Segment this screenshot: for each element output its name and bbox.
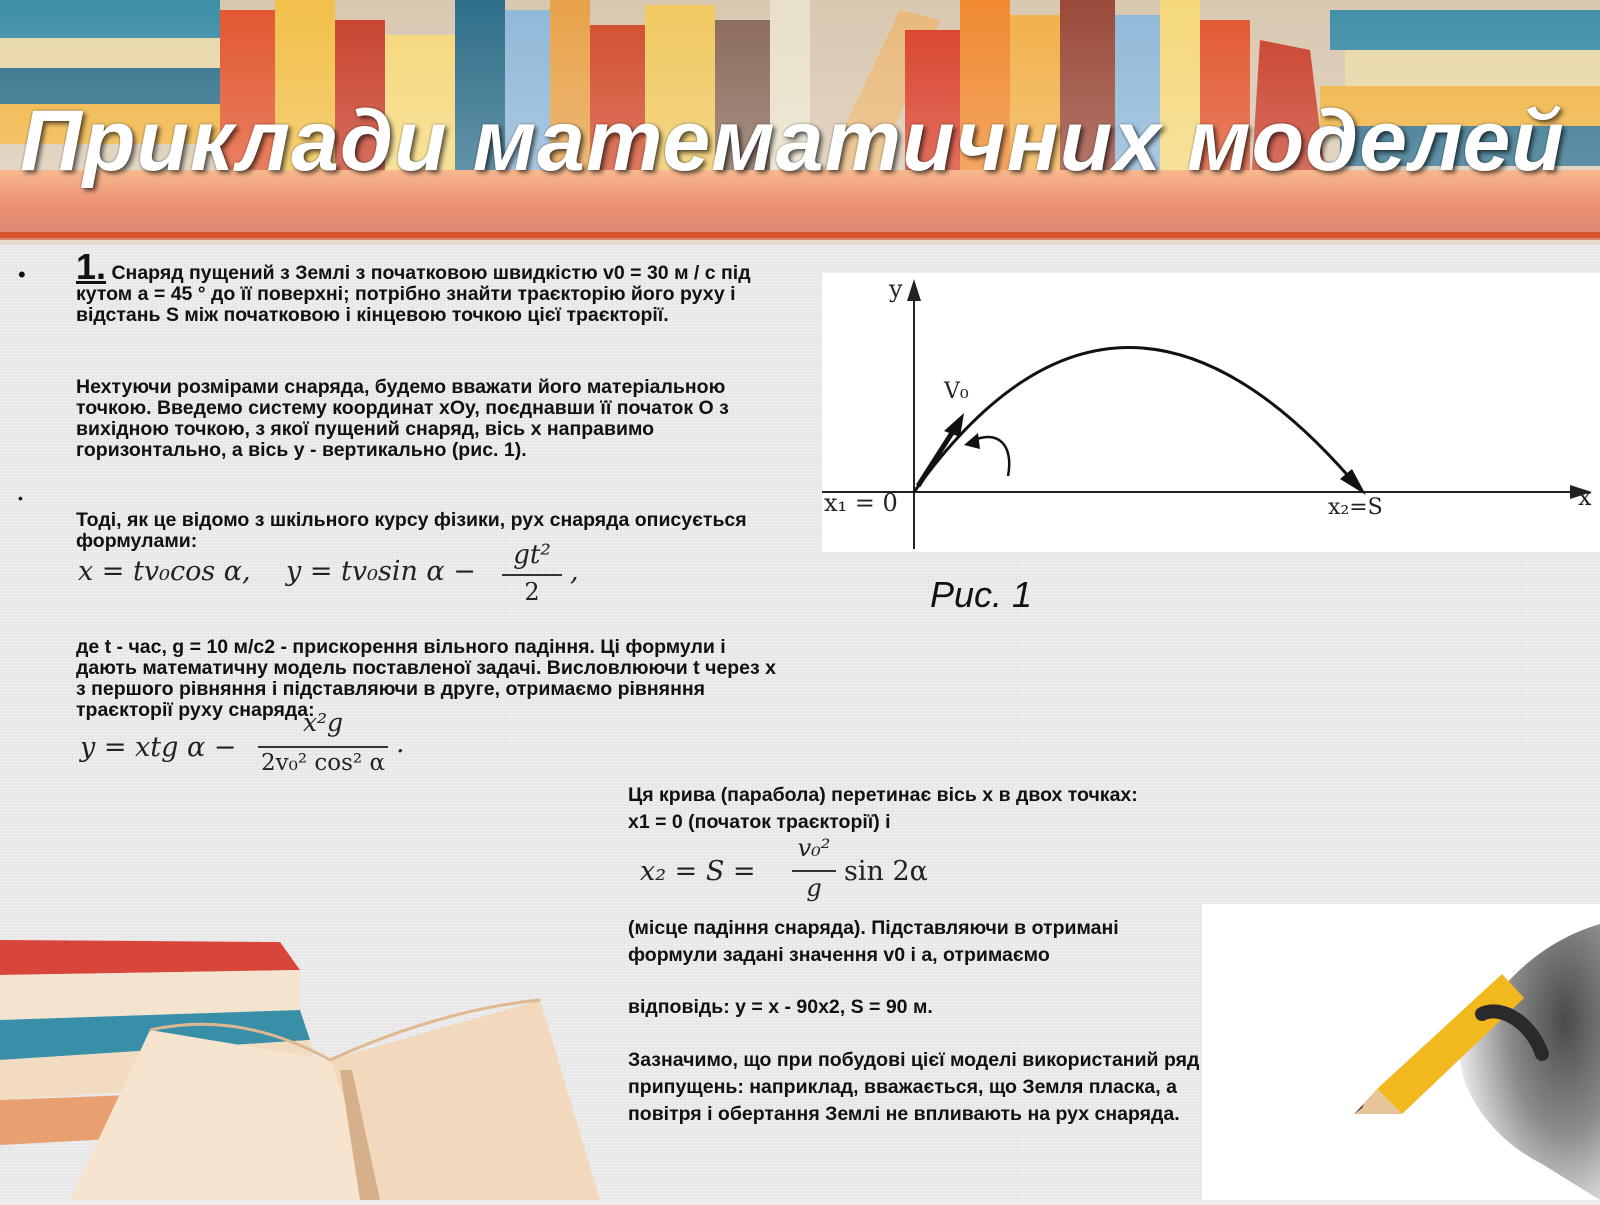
bullet-marker-small: •	[18, 490, 23, 506]
task-text-block	[76, 246, 788, 326]
bullet-marker: •	[18, 262, 26, 287]
formula3-numerator: v₀²	[797, 834, 831, 862]
motion-formulas	[78, 540, 598, 608]
assumptions-paragraph: Зазначимо, що при побудові цієї моделі використаний ряд припущень: наприклад, вважається, що Земля пласка, а повітря і обертання Землі не впливають на рух снаряда.	[628, 1049, 1200, 1125]
formula3-lhs: x₂ = S =	[640, 856, 756, 887]
model-paragraph: де t - час, g = 10 м/с2 - прискорення вільного падіння. Ці формули і дають математичну модель поставленої задачі. Висловлюючи t через x з першого рівняння і підставляючи в друге, отримаємо рівняння траєкторії руху снаряда:	[76, 636, 776, 721]
task-statement	[76, 246, 788, 326]
formula1-numerator: gt²	[513, 540, 551, 570]
parabola-intro	[628, 782, 1228, 836]
origin-label: x₁ = 0	[824, 489, 898, 517]
assumption-paragraph: Нехтуючи розмірами снаряда, будемо вважати його матеріальною точкою. Введемо систему координат xOy, поєднавши її початок O з вихідною точкою, з якої пущений снаряд, вісь x направимо горизонтально, а вісь y - вертикально (рис. 1).	[76, 376, 729, 461]
formula2-numerator: x²g	[302, 708, 344, 737]
hand-pencil-image	[1202, 904, 1600, 1200]
page-title: Приклади математичних моделей	[20, 93, 1565, 189]
substitution-paragraph: (місце падіння снаряда). Підставляючи в отримані формули задані значення v0 і a, отримаємо	[628, 917, 1119, 966]
formula-x: x = tv₀cos α,	[78, 556, 251, 587]
task-text: Снаряд пущений з Землі з початковою швидкістю v0 = 30 м / с під кутом a = 45 ° до її поверхні; потрібно знайти траєкторію його руху і відстань S між початковою і кінцевою точкою цієї траєкторії.	[76, 262, 751, 326]
endpoint-label: x₂=S	[1328, 495, 1383, 520]
task-number: 1.	[76, 246, 107, 287]
formula2-lhs: y = xtg α −	[80, 732, 237, 763]
parabola-line-1: Ця крива (парабола) перетинає вісь x в двох точках:	[628, 784, 1138, 806]
fraction-bar	[792, 870, 836, 872]
formula1-denominator: 2	[524, 578, 540, 606]
formula3-denominator: g	[806, 874, 822, 902]
trajectory-figure	[822, 273, 1600, 552]
y-axis-label: y	[889, 275, 903, 303]
open-books-image	[0, 930, 600, 1200]
formula2-tail: .	[396, 728, 405, 759]
x-axis-label: x	[1578, 483, 1592, 511]
formula1-tail: ,	[570, 556, 579, 587]
formula2-denominator: 2v₀² cos² α	[261, 750, 385, 776]
fraction-bar	[502, 574, 562, 576]
physics-paragraph: Тоді, як це відомо з шкільного курсу фізики, рух снаряда описується формулами:	[76, 509, 747, 552]
trajectory-formula	[80, 708, 420, 788]
distance-formula	[640, 836, 940, 908]
formula3-rhs: sin 2α	[844, 856, 928, 887]
figure-caption: Рис. 1	[930, 574, 1033, 615]
parabola-line-2: x1 = 0 (початок траєкторії) і	[628, 811, 891, 833]
fraction-bar	[258, 746, 388, 748]
answer-line: відповідь: y = x - 90x2, S = 90 м.	[628, 996, 933, 1018]
formula-y: y = tv₀sin α −	[286, 556, 476, 587]
velocity-label: V₀	[944, 379, 969, 404]
